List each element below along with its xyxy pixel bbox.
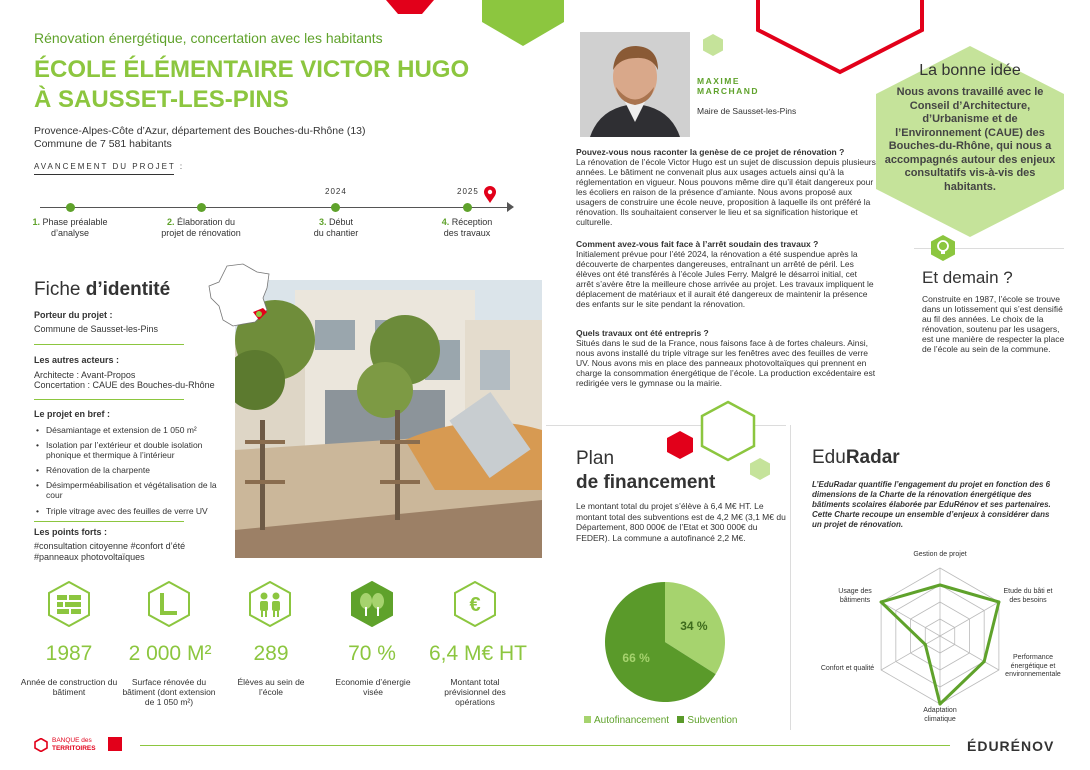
stat-value-students: 289 (253, 642, 289, 665)
stat-value-surface: 2 000 M² (128, 642, 212, 665)
acteurs-label: Les autres acteurs : (34, 355, 120, 365)
legend-swatch-auto (584, 716, 591, 723)
location-pin-icon (483, 186, 497, 204)
radar-axis-label: Adaptation climatique (923, 707, 957, 723)
interview-question-1: Pouvez-vous nous raconter la genèse de ce projet de rénovation ? (576, 147, 845, 157)
plan-text: Le montant total du projet s’élève à 6,4 M€ HT. Le montant total des subventions est de 4,2 M€ (3,1 M€ du Département, 800 000€ de l’Etat et 300 000€ du FEDER). La commune a autofinancé 2,2 M€. (576, 501, 786, 543)
edurenov-logo: ÉDURÉNOV (967, 738, 1055, 754)
radar-point (924, 643, 927, 646)
fiche-title: Fiche d’identité (34, 279, 171, 300)
banque-logo-text: BANQUE des TERRITOIRES (52, 737, 96, 752)
interview-question-3: Quels travaux ont été entrepris ? (576, 328, 709, 338)
footer-line (140, 745, 950, 746)
trees-icon (350, 581, 394, 627)
mayor-portrait (580, 32, 690, 137)
year-2025: 2025 (457, 187, 479, 196)
france-map-icon (205, 262, 275, 332)
progress-label: AVANCEMENT DU PROJET : (34, 162, 185, 171)
progress-underline (34, 174, 174, 175)
interview-answer-2: Initialement prévue pour l’été 2024, la rénovation a été suspendue après la découverte de charpentes dangereuses, entraînant un arrêté de péril. Les élèves ont été transférés à l’école Jules Ferry. Malgré le désarroi initial, cet arrêt s’avère être la meilleure chose arrivée au projet. Les travaux impliquent le déplacement de matériaux et il aurait été dangereux de maintenir la présence des enfants sur le site pendant la rénovation. (576, 249, 874, 309)
divider (790, 425, 791, 730)
population-text: Commune de 7 581 habitants (34, 138, 172, 150)
legend-auto-label: Autofinancement (594, 715, 670, 726)
page-subtitle: Rénovation énergétique, concertation avec les habitants (34, 30, 383, 46)
legend-sub-label: Subvention (687, 715, 738, 726)
pie-data-label: 66 % (622, 650, 650, 665)
mayor-name: MAXIME MARCHAND (697, 76, 760, 96)
radar-axis-label: Performance énergétique et environnementale (1005, 654, 1061, 678)
radar-point (983, 660, 986, 663)
demain-title: Et demain ? (922, 268, 1013, 287)
separator (34, 521, 184, 522)
forts-tags: #consultation citoyenne #confort d’été (34, 541, 186, 551)
forts-label: Les points forts : (34, 527, 108, 537)
eduradar-chart (805, 548, 1075, 728)
year-2024: 2024 (325, 187, 347, 196)
bref-item: • Désamiantage et extension de 1 050 m² (34, 425, 234, 435)
pie-legend (584, 715, 737, 726)
stat-label-amount: Montant total prévisionnel des opérations (444, 677, 506, 707)
radar-axis-label: Etude du bâti et des besoins (1003, 588, 1053, 604)
timeline-dot-2 (197, 203, 206, 212)
students-icon (248, 581, 292, 627)
banque-logo-icon (34, 738, 48, 752)
separator (34, 344, 184, 345)
eduradar-title: EduRadar (812, 447, 900, 468)
red-hex-decoration (380, 0, 440, 18)
bulb-icon (930, 234, 956, 262)
timeline-dot-3 (331, 203, 340, 212)
radar-axis-label: Gestion de projet (913, 551, 967, 558)
small-hex-decoration (701, 33, 725, 57)
green-hex-small-decoration (749, 457, 771, 481)
stat-value-energy: 70 % (348, 642, 396, 665)
bref-label: Le projet en bref : (34, 409, 111, 419)
timeline-step-1: 1. Phase préalable d’analyse (32, 217, 108, 238)
bref-item: • Rénovation de la charpente (34, 465, 234, 475)
demain-text: Construite en 1987, l’école se trouve dans un lotissement qui s’est densifié au fil des années. Le choix de la rénovation, soutenu par les usagers, est une manière de respecter la place de l’école au sein de la commune. (922, 294, 1065, 354)
stat-value-year: 1987 (45, 642, 93, 665)
timeline-step-4: 4. Réception des travaux (441, 217, 493, 238)
porteur-label: Porteur du projet : (34, 310, 113, 320)
plan-title: Plan de financement (576, 448, 716, 493)
bref-item: • Triple vitrage avec des feuilles de verre UV (34, 506, 234, 516)
timeline-step-3: 3. Début du chantier (313, 217, 359, 238)
interview-answer-1: La rénovation de l’école Victor Hugo est un sujet de discussion depuis plusieurs années. Le bâtiment ne convenait plus aux usages actuels ainsi qu’à la réglementation en vigueur. Nous pouvons même dire qu’il était dangereux pour les écoliers en raison de la présence d’amiante. Nous avons proposé aux usagers de construire une école neuve, proposition à laquelle ils ont préféré la rénovation. Ils souhaitaient conserver le lieu et sa signification historique et culturelle. (576, 157, 876, 227)
stat-label-year: Année de construction du bâtiment (20, 677, 118, 697)
title-line-1: ÉCOLE ÉLÉMENTAIRE VICTOR HUGO (34, 56, 470, 83)
stat-label-students: Élèves au sein de l’école (237, 677, 305, 697)
timeline-arrow-icon (507, 202, 514, 212)
bref-item: • Désimperméabilisation et végétalisation de la cour (34, 480, 229, 500)
region-text: Provence-Alpes-Côte d’Azur, département des Bouches-du-Rhône (13) (34, 125, 366, 137)
mayor-role: Maire de Sausset-les-Pins (697, 106, 797, 116)
interview-question-2: Comment avez-vous fait face à l’arrêt soudain des travaux ? (576, 239, 819, 249)
radar-point (939, 584, 942, 587)
separator (34, 399, 184, 400)
caisse-depots-logo-icon (108, 737, 122, 751)
school-photo (235, 280, 542, 558)
acteur-architecte: Architecte : Avant-Propos (34, 370, 136, 380)
idea-title: La bonne idée (919, 62, 1021, 79)
interview-answer-3: Situés dans le sud de la France, nous faisons face à de fortes chaleurs. Ainsi, nous avons installé du triple vitrage sur les fenêtres avec des feuilles de verre UV. Nous avons mis en place des panneaux photovoltaïques qui prennent en charge la consommation énergétique de l’école. La production excédentaire est redirigée vers le gymnase ou la mairie. (576, 338, 876, 388)
legend-swatch-sub (677, 716, 684, 723)
radar-axis-label: Confort et qualité (820, 665, 875, 672)
page-title (34, 55, 554, 115)
bref-item: • Isolation par l’extérieur et double isolation phonique et thermique à l’intérieur (34, 440, 234, 460)
timeline-line (40, 207, 510, 208)
eduradar-text: L’EduRadar quantifie l’engagement du projet en fonction des 6 dimensions de la Charte de la rénovation énergétique des bâtiments scolaires élaborée par EduRénov et ses partenaires. Cette Charte recoupe un ensemble d’enjeux à considérer dans un projet de rénovation. (812, 480, 1051, 529)
svg-text:€: € (469, 594, 481, 616)
euro-icon (453, 581, 497, 627)
title-line-2: À SAUSSET-LES-PINS (34, 86, 289, 113)
radar-point (939, 703, 942, 706)
timeline-dot-4 (463, 203, 472, 212)
radar-point (880, 601, 883, 604)
stat-label-energy: Economie d’énergie visée (335, 677, 411, 697)
porteur-value: Commune de Sausset-les-Pins (34, 324, 159, 334)
radar-axis-label: Usage des bâtiments (838, 588, 872, 604)
idea-text: Nous avons travaillé avec le Conseil d’Architecture, d’Urbanisme et de l’Environnement (CAUE) des Bouches-du-Rhône, qui nous a accompagnés autour des enjeux consultatifs vis-à-vis des habitants. (884, 86, 1056, 193)
stat-value-amount: 6,4 M€ HT (428, 642, 528, 665)
timeline-step-2: 2. Élaboration du projet de rénovation (161, 217, 241, 238)
pie-data-label: 34 % (680, 619, 708, 634)
bricks-icon (47, 581, 91, 627)
surface-icon (147, 581, 191, 627)
acteur-concertation: Concertation : CAUE des Bouches-du-Rhône (34, 380, 215, 390)
green-hex-decoration (478, 0, 568, 48)
timeline-dot-1 (66, 203, 75, 212)
financing-pie-chart (604, 581, 726, 703)
forts-tags: #panneaux photovoltaïques (34, 552, 145, 562)
stat-label-surface: Surface rénovée du bâtiment (dont extension de 1 050 m²) (122, 677, 216, 707)
